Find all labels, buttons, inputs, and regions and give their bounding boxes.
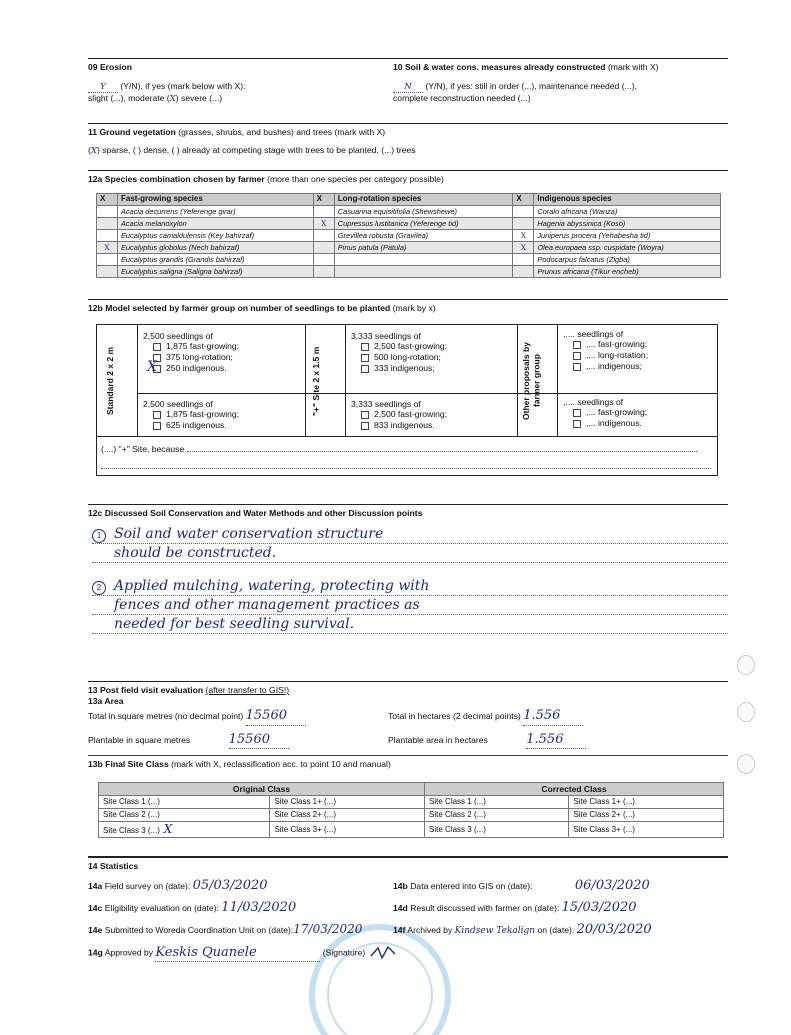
section-12a [88,170,728,299]
standard-a-mark[interactable]: X [147,358,157,375]
eligibility-date[interactable]: 11/03/2020 [221,899,297,915]
sparse-mark[interactable]: X [90,145,97,156]
species-mark-cell[interactable] [97,217,118,229]
site-class-cell[interactable]: Site Class 3+ (...) [569,822,724,838]
signature-label: (Signature) [322,947,366,958]
plant-sqm-label: Plantable in square metres [88,734,191,745]
area-title: 13a Area [88,695,124,706]
site-class-cell[interactable]: Site Class 3+ (...) [270,822,425,838]
species-row [97,217,721,229]
seedling-option-text: 625 indigenous. [166,420,227,431]
site-class-3-mark[interactable]: X [159,822,173,837]
site-class-cell[interactable]: Site Class 1 (...) [425,796,569,809]
checkbox[interactable] [361,343,369,351]
erosion-line1: (Y/N), if yes (mark below with X): [120,80,246,91]
seedling-option-text: 375 long-rotation; [166,352,233,363]
discussion-note-line[interactable] [92,596,728,615]
standard-label: Standard 2 x 2 m [105,346,115,415]
seedling-option-line [361,341,447,352]
discussion-notes[interactable] [92,525,728,634]
erosion-line2: slight (...), moderate ( [88,93,170,104]
seedling-option-text: 2,500 fast-growing; [374,409,448,420]
punch-hole [737,754,755,774]
seedling-option-text: 333 indigenous; [374,362,435,373]
seedling-option-line [153,409,239,420]
14a-label: 14a [88,880,103,891]
species-mark-cell[interactable] [313,205,334,217]
note-text: Applied mulching, watering, protecting with [114,577,430,594]
14d-label: 14d [393,902,408,913]
checkbox[interactable] [361,422,369,430]
14e-text: Submitted to Woreda Coordination Unit on (date): [104,925,294,936]
seedling-option-text: 3,333 seedlings of [351,398,421,409]
seedling-option-text: ,... indigenous. [586,418,642,429]
checkbox[interactable] [361,354,369,362]
plus-option-a[interactable] [351,331,447,374]
site-class-cell[interactable]: Site Class 1+ (...) [569,796,724,809]
checkbox[interactable] [153,343,161,351]
site-class-cell[interactable]: Site Class 2 (...) [99,809,270,822]
punch-hole [737,702,755,722]
discussion-note-line[interactable] [92,615,728,634]
discussion-note-line[interactable] [92,577,728,596]
site-class-cell[interactable]: Site Class 3 (...) [425,822,569,838]
other-option-b[interactable] [563,397,647,429]
note-text: needed for best seedling survival. [114,615,355,632]
seedling-option-line [361,420,447,431]
seedling-option-line [143,331,239,342]
section-09-title: 09 Erosion [88,62,132,72]
plant-sqm-value[interactable]: 15560 [229,732,289,749]
species-name-cell: Eucalyptus globolus (Nech bahirzaf) [118,241,314,253]
section-09-10 [88,58,728,123]
14b-text: Data entered into GIS on (date): [410,880,533,891]
seedling-option-text: 833 indigenous. [374,420,435,431]
species-name-cell [334,253,513,265]
species-mark-cell[interactable] [513,217,534,229]
discussed-date[interactable]: 15/03/2020 [561,899,637,915]
plus-site-label: "+" Site 2 x 1.5 m [311,346,321,416]
approver-signature [368,944,398,962]
seedling-option-line [153,363,239,374]
erosion-line2b: ) severe (...) [175,93,223,104]
species-mark-cell[interactable]: X [513,241,534,253]
seedling-option-line [351,399,447,410]
14a-text: Field survey on (date): [104,880,191,891]
note-marker: 1 [92,529,106,543]
seedling-option-text: 1,875 fast-growing; [166,409,240,420]
species-mark-cell[interactable] [313,241,334,253]
vegetation-line: sparse, ( ) dense, ( ) already at competing stage with trees to be planted, (...) trees [102,144,416,155]
species-row [97,241,721,253]
species-name-cell: Hagenia abyssinica (Koso) [534,217,721,229]
14f-text2: on (date): [537,925,575,936]
seedling-option-line [153,341,239,352]
seedling-option-line [573,407,647,418]
seedling-option-line [361,352,447,363]
seedling-model-grid [96,324,718,476]
species-mark-cell[interactable]: X [313,217,334,229]
section-12b-title: 12b Model selected by farmer group on number of seedlings to be planted [88,303,391,313]
species-mark-cell[interactable] [513,265,534,277]
species-name-cell: Casuarina equisitifolia (Shewshewe) [334,205,513,217]
species-table [96,193,721,278]
original-class-header: Original Class [99,782,425,796]
section-13-suffix: (after transfer to GIS!) [205,685,290,695]
site-class-row [99,809,724,822]
species-mark-cell[interactable]: X [513,229,534,241]
species-mark-cell[interactable] [513,253,534,265]
species-mark-cell[interactable]: X [97,241,118,253]
seedling-option-line [573,350,648,361]
site-class-cell[interactable]: Site Class 2+ (...) [270,809,425,822]
section-12b-suffix: (mark by x) [392,303,436,313]
14f-text: Archived by [407,925,453,936]
seedling-option-text: 3,333 seedlings of [351,330,421,341]
checkbox[interactable] [361,365,369,373]
field-survey-date[interactable]: 05/03/2020 [192,877,268,893]
seedling-option-text: ,.... seedlings of [563,328,624,339]
plant-ha-value[interactable]: 1.556 [526,732,586,749]
14d-text: Result discussed with farmer on (date): [410,902,560,913]
form-sheet [88,58,728,982]
checkbox[interactable] [573,420,581,428]
site-because-label: (....) "+" Site, because [101,444,185,454]
species-mark-cell[interactable] [97,205,118,217]
note-text: should be constructed. [114,544,277,561]
species-name-cell: Eucalyptus saligna (Saligna bahirzaf) [118,265,314,277]
species-name-cell: Coralo africana (Wanza) [534,205,721,217]
section-13-title: 13 Post field visit evaluation [88,685,204,695]
site-class-cell[interactable]: Site Class 2 (...) [425,809,569,822]
section-12b [88,299,728,504]
swc-line1: (Y/N), if yes: still in order (...), maintenance needed (...), [425,80,637,91]
approved-by-name[interactable]: Keskis Quanele [155,945,320,962]
checkbox[interactable] [573,409,581,417]
archived-by[interactable]: Kindsew Tekalign [454,926,536,937]
seedling-option-line [563,329,648,340]
species-name-cell: Pinus patula (Patula) [334,241,513,253]
total-ha-label: Total in hectares (2 decimal points) [388,711,521,722]
moderate-mark[interactable]: X [169,94,176,105]
standard-option-a[interactable] [143,331,239,374]
checkbox[interactable] [153,422,161,430]
section-12a-title: 12a Species combination chosen by farmer [88,174,265,184]
seedling-option-text: ,... fast-growing; [586,339,648,350]
site-class-row [99,796,724,809]
seedling-option-line [143,399,239,410]
section-11-title: 11 Ground vegetation [88,127,176,137]
species-name-cell: Cupressus lustitanica (Yeferenge tid) [334,217,513,229]
seedling-option-line [361,409,447,420]
species-col-header: Indigenous species [534,193,721,205]
section-12a-suffix: (more than one species per category possible) [267,174,444,184]
section-14 [88,856,728,982]
species-name-cell: Acacia melanoxylon [118,217,314,229]
14c-label: 14c [88,902,103,913]
species-mark-cell[interactable] [313,253,334,265]
seedling-option-text: 1,875 fast-growing; [166,341,240,352]
section-09 [88,62,393,120]
species-name-cell: Acacia decurrens (Yeferenge girar) [118,205,314,217]
seedling-option-text: ,.... seedlings of [563,396,624,407]
note-text: Soil and water conservation structure [114,525,384,542]
checkbox[interactable] [361,411,369,419]
plus-option-b[interactable] [351,399,447,431]
other-proposals-label: Other proposals by farmer group [521,341,542,420]
species-mark-cell[interactable] [97,229,118,241]
other-option-a[interactable] [563,329,648,372]
section-12c-title: 12c Discussed Soil Conservation and Water Methods and other Discussion points [88,508,423,518]
species-name-cell: Juniperus procera (Yehabesha tid) [534,229,721,241]
seedling-option-line [153,420,239,431]
site-class-suffix: (mark with X, reclassification acc. to point 10 and manual) [171,758,391,769]
swc-line2: complete reconstruction needed (...) [393,93,531,104]
site-class-cell[interactable]: Site Class 1+ (...) [270,796,425,809]
species-row [97,229,721,241]
14g-text: Approved by [104,947,153,958]
species-col-header: X [97,193,118,205]
species-name-cell [334,265,513,277]
14g-label: 14g [88,947,103,958]
species-mark-cell[interactable] [97,265,118,277]
site-class-cell[interactable]: Site Class 2+ (...) [569,809,724,822]
corrected-class-header: Corrected Class [425,782,724,796]
discussion-note-line[interactable] [92,544,728,563]
section-10-title: 10 Soil & water cons. measures already constructed [393,62,606,72]
site-class-cell[interactable]: Site Class 1 (...) [99,796,270,809]
total-sqm-value[interactable]: 15560 [246,708,306,725]
section-14-title: 14 Statistics [88,861,139,871]
total-sqm-label: Total in square metres (no decimal point) [88,711,244,722]
14e-label: 14e [88,925,103,936]
seedling-option-line [573,418,647,429]
seedling-option-text: ,... fast-growing; [586,407,648,418]
14c-text: Eligibility evaluation on (date): [104,902,219,913]
species-name-cell: Eucalyptus camaldulensis (Key bahirzaf) [118,229,314,241]
section-12c [88,504,728,681]
erosion-yn-value[interactable]: Y [88,82,118,94]
section-11: 11 Ground vegetation (grasses, shrubs, and bushes) and trees (mark with X) (X) sparse, ( ) dense, ( ) already at competing stage with trees to be planted, (...) trees [88,123,728,170]
species-mark-cell[interactable] [513,205,534,217]
species-row [97,205,721,217]
14b-label: 14b [393,880,408,891]
seedling-option-text: 2,500 seedlings of [143,330,213,341]
seedling-option-text: ,... long-rotation; [586,350,649,361]
species-col-header: X [513,193,534,205]
site-class-title: 13b Final Site Class [88,758,169,769]
note-text: fences and other management practices as [114,596,420,613]
seedling-option-line [361,363,447,374]
species-row [97,265,721,277]
species-col-header: Long-rotation species [334,193,513,205]
discussion-note-line[interactable] [92,525,728,544]
seedling-option-line [153,352,239,363]
seedling-option-line [563,397,647,408]
site-class-row [99,822,724,838]
checkbox[interactable] [153,411,161,419]
section-10 [393,62,728,120]
punch-hole [737,655,755,675]
section-13 [88,681,728,856]
species-name-cell: Grevillea robusta (Gravilea) [334,229,513,241]
plus-site-because[interactable] [101,444,711,455]
species-col-header: X [313,193,334,205]
species-col-header: Fast-growing species [118,193,314,205]
section-11-suffix: (grasses, shrubs, and bushes) and trees (mark with X) [178,127,386,137]
species-name-cell: Eucalyptus grandis (Grandis bahirzaf) [118,253,314,265]
checkbox[interactable] [573,363,581,371]
species-name-cell: Olea europaea ssp. cuspidate (Woyra) [534,241,721,253]
seedling-option-text: ,... indigenous; [586,360,642,371]
plant-ha-label: Plantable area in hectares [388,734,488,745]
seedling-option-text: 2,500 seedlings of [143,398,213,409]
total-ha-value[interactable]: 1.556 [523,708,583,725]
gis-entry-date[interactable]: 06/03/2020 [574,877,650,893]
standard-option-b[interactable] [143,399,239,431]
species-row [97,253,721,265]
archived-date[interactable]: 20/03/2020 [576,922,652,938]
seedling-option-text: 500 long-rotation; [374,352,441,363]
seedling-option-line [351,331,447,342]
submitted-date[interactable]: 17/03/2020 [293,922,363,937]
seedling-option-line [573,339,648,350]
swc-yn-value[interactable]: N [393,82,423,94]
seedling-option-text: 250 indigenous. [166,362,227,373]
14f-label: 14f [393,925,406,936]
section-10-suffix: (mark with X) [607,62,659,72]
species-name-cell: Podocarpus falcatus (Zigba) [534,253,721,265]
species-mark-cell[interactable] [313,229,334,241]
checkbox[interactable] [573,352,581,360]
species-name-cell: Prunus africana (Tikur encheb) [534,265,721,277]
note-marker: 2 [92,581,106,595]
site-class-cell[interactable]: Site Class 3 (...) X [99,822,270,838]
species-mark-cell[interactable] [97,253,118,265]
seedling-option-text: 2,500 fast-growing; [374,341,448,352]
seedling-option-line [573,361,648,372]
site-class-table [98,782,724,839]
checkbox[interactable] [573,341,581,349]
species-mark-cell[interactable] [313,265,334,277]
